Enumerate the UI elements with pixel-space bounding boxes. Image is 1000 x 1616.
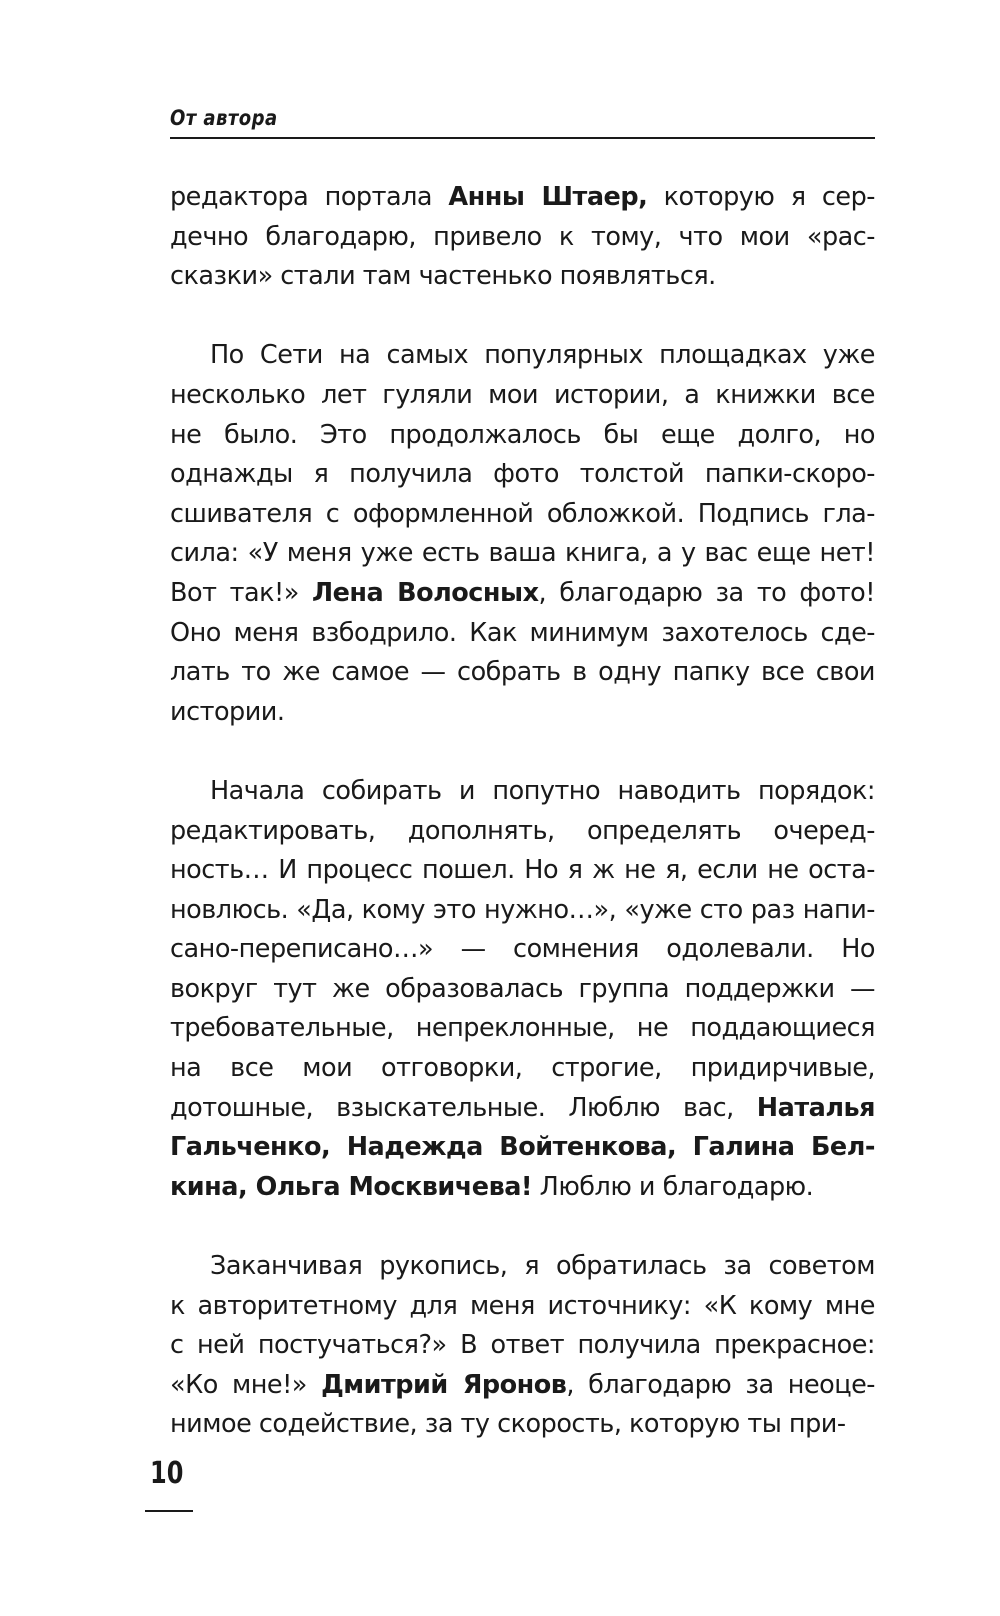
text-line (170, 257, 875, 297)
text-line (170, 1405, 875, 1445)
paragraph-gap (170, 732, 875, 772)
text-run: новлюсь. «Да, кому это нужно…», «уже сто раз напи- (170, 894, 875, 925)
running-header-title: От автора (170, 106, 278, 130)
bold-name: Гальченко, Надежда Войтенкова, Галина Бел- (170, 1132, 875, 1163)
page-number: 10 (150, 1456, 184, 1491)
text-run: По Сети на самых популярных площадках уже (210, 340, 875, 371)
text-run: которую я сер- (647, 182, 875, 212)
text-line (170, 851, 875, 891)
text-run: лать то же самое — собрать в одну папку все свои (170, 657, 875, 688)
text-run: , благодарю за то фото! (538, 577, 875, 608)
text-line (170, 1128, 875, 1168)
text-line (170, 891, 875, 931)
text-line (170, 574, 875, 614)
text-run: вокруг тут же образовалась группа поддержки — (170, 973, 875, 1004)
text-line (170, 1049, 875, 1089)
text-run: , благодарю за неоце- (566, 1369, 875, 1400)
text-line (170, 416, 875, 456)
text-run: несколько лет гуляли мои истории, а книжки все (170, 379, 875, 410)
text-line (170, 178, 875, 218)
text-line (170, 970, 875, 1010)
text-line (170, 614, 875, 654)
text-run: сказки» стали там частенько появляться. (170, 261, 716, 292)
text-run: «Ко мне!» (170, 1369, 322, 1400)
text-run: требовательные, непреклонные, не поддающиеся (170, 1013, 875, 1044)
paragraph (170, 336, 875, 732)
bold-name: Дмитрий Яронов (321, 1369, 567, 1400)
text-line (170, 1168, 875, 1208)
text-line (170, 1326, 875, 1366)
text-line (170, 1247, 875, 1287)
text-line (170, 812, 875, 852)
bold-name: Лена Волосных (311, 577, 539, 608)
text-line (170, 495, 875, 535)
text-run: редактора портала (170, 182, 449, 212)
text-line (170, 534, 875, 574)
text-run: с ней постучаться?» В ответ получила прекрасное: (170, 1330, 875, 1361)
text-run: не было. Это продолжалось бы еще долго, но (170, 419, 875, 450)
paragraph (170, 1247, 875, 1445)
text-line (170, 1366, 875, 1406)
bold-name: Анны Штаер, (448, 182, 648, 212)
text-run: сила: «У меня уже есть ваша книга, а у вас еще нет! (170, 538, 875, 569)
running-header (170, 106, 875, 139)
text-run: дотошные, взыскательные. Люблю вас, (170, 1092, 757, 1123)
paragraph-gap (170, 297, 875, 337)
text-line (170, 376, 875, 416)
text-line (170, 930, 875, 970)
body-text (170, 178, 875, 1445)
text-line (170, 218, 875, 258)
text-line (170, 1287, 875, 1327)
text-line (170, 1009, 875, 1049)
text-run: истории. (170, 696, 285, 727)
text-run: Оно меня взбодрило. Как минимум захотелось сде- (170, 617, 875, 648)
text-run: Заканчивая рукопись, я обратилась за советом (210, 1251, 875, 1282)
bold-name: Наталья (756, 1092, 875, 1123)
text-line (170, 455, 875, 495)
text-run: к авторитетному для меня источнику: «К кому мне (170, 1290, 875, 1321)
paragraph-gap (170, 1207, 875, 1247)
paragraph (170, 772, 875, 1208)
text-run: нимое содействие, за ту скорость, которую ты при- (170, 1409, 846, 1440)
text-run: Люблю и благодарю. (532, 1171, 814, 1202)
text-run: редактировать, дополнять, определять очеред- (170, 815, 875, 846)
text-run: однажды я получила фото толстой папки-скоро- (170, 459, 875, 490)
text-run: Вот так!» (170, 577, 312, 608)
text-line (170, 693, 875, 733)
text-run: дечно благодарю, привело к тому, что мои «рас- (170, 221, 875, 252)
text-line (170, 772, 875, 812)
text-line (170, 1089, 875, 1129)
text-run: ность… И процесс пошел. Но я ж не я, если не оста- (170, 855, 875, 886)
paragraph (170, 178, 875, 297)
text-run: сано-переписано…» — сомнения одолевали. Но (170, 934, 875, 965)
text-run: сшивателя с оформленной обложкой. Подпись гла- (170, 498, 875, 529)
page-number-rule (145, 1510, 193, 1512)
text-line (170, 336, 875, 376)
text-line (170, 653, 875, 693)
text-run: на все мои отговорки, строгие, придирчивые, (170, 1053, 875, 1084)
text-run: Начала собирать и попутно наводить порядок: (210, 775, 875, 806)
bold-name: кина, Ольга Москвичева! (170, 1171, 533, 1202)
